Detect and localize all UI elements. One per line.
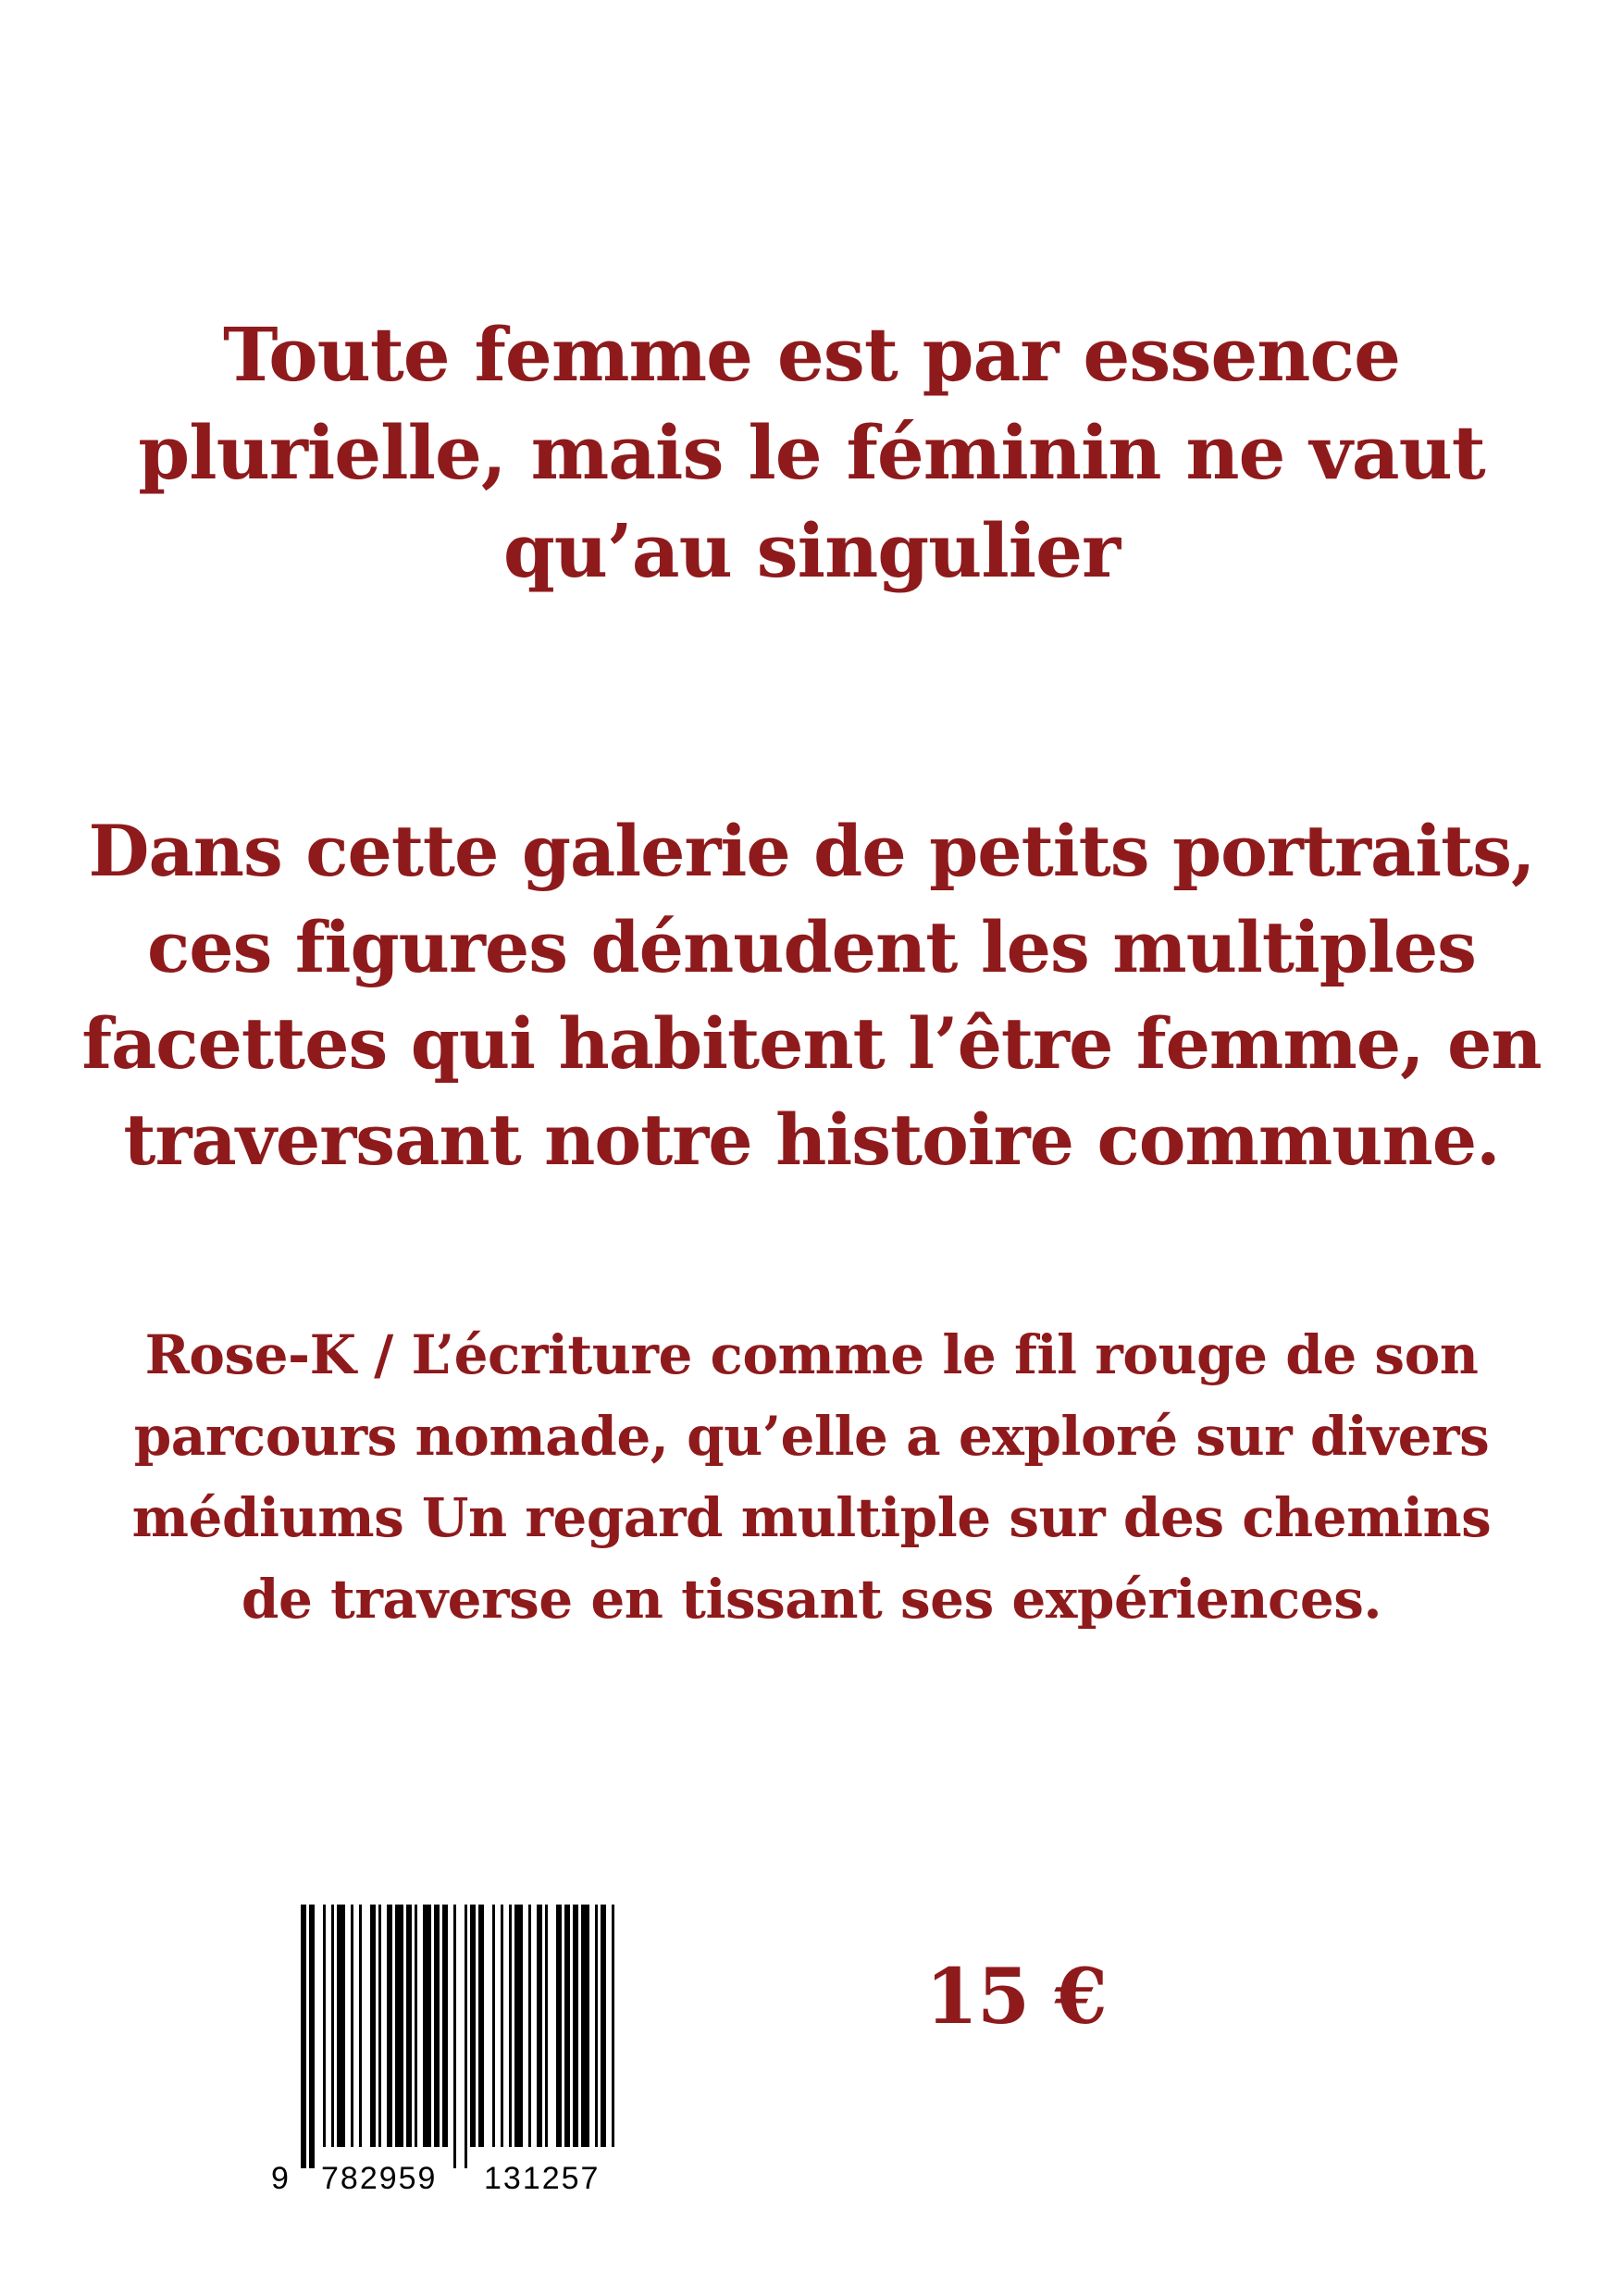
barcode-bar <box>323 1905 326 2147</box>
barcode-bar <box>378 1905 381 2147</box>
barcode-bar <box>406 1905 412 2147</box>
blurb-line: Dans cette galerie de petits portraits, <box>88 810 1535 892</box>
barcode-bar <box>415 1905 417 2147</box>
barcode-bar <box>573 1905 578 2147</box>
blurb-text <box>0 803 1623 1188</box>
author-bio-text <box>0 1314 1623 1640</box>
tagline-line: qu’au singulier <box>502 507 1121 594</box>
barcode-bar <box>423 1905 431 2147</box>
author-bio-line: médiums Un regard multiple sur des chemins <box>131 1486 1492 1549</box>
barcode-bar <box>478 1905 484 2147</box>
barcode-bar <box>545 1905 548 2147</box>
blurb-line: ces figures dénudent les multiples <box>147 906 1476 988</box>
barcode-lead-digit: 9 <box>271 2161 289 2196</box>
barcode-bar <box>509 1905 512 2147</box>
barcode-bar <box>595 1905 598 2147</box>
author-bio-line: parcours nomade, qu’elle a exploré sur divers <box>133 1405 1490 1468</box>
barcode-bar <box>453 1905 456 2168</box>
barcode-left-digits: 782959 <box>321 2161 438 2196</box>
barcode-bar <box>337 1905 345 2147</box>
barcode-bar <box>537 1905 542 2147</box>
barcode-bar <box>434 1905 440 2147</box>
barcode-right-digits: 131257 <box>484 2161 601 2196</box>
barcode-bar <box>309 1905 315 2168</box>
barcode-bar <box>612 1905 614 2147</box>
tagline-text <box>0 305 1623 600</box>
author-bio-line: Rose-K / L’écriture comme le fil rouge de son <box>144 1323 1479 1386</box>
barcode-bar <box>301 1905 306 2168</box>
barcode-bar <box>564 1905 570 2147</box>
barcode-bar <box>556 1905 562 2147</box>
barcode-bar <box>351 1905 353 2147</box>
barcode-bar <box>601 1905 606 2147</box>
barcode-bars <box>301 1905 614 2168</box>
author-bio-line: de traverse en tissant ses expériences. <box>241 1568 1382 1631</box>
barcode-bar <box>501 1905 503 2147</box>
isbn-barcode <box>264 1897 662 2203</box>
barcode-bar <box>370 1905 376 2147</box>
blurb-line: traversant notre histoire commune. <box>123 1098 1500 1181</box>
barcode-bar <box>581 1905 589 2147</box>
barcode-bar <box>359 1905 362 2147</box>
barcode-bar <box>442 1905 448 2147</box>
tagline-line: plurielle, mais le féminin ne vaut <box>138 409 1485 496</box>
tagline-line: Toute femme est par essence <box>222 311 1401 398</box>
barcode-bar <box>470 1905 476 2147</box>
barcode-bar <box>514 1905 523 2147</box>
barcode-bar <box>465 1905 467 2168</box>
barcode-bar <box>492 1905 495 2147</box>
barcode-bar <box>331 1905 334 2147</box>
barcode-bar <box>395 1905 403 2147</box>
barcode-bar <box>528 1905 531 2147</box>
price-label: 15 € <box>925 1953 1107 2042</box>
blurb-line: facettes qui habitent l’être femme, en <box>81 1002 1542 1085</box>
barcode-bar <box>387 1905 392 2147</box>
